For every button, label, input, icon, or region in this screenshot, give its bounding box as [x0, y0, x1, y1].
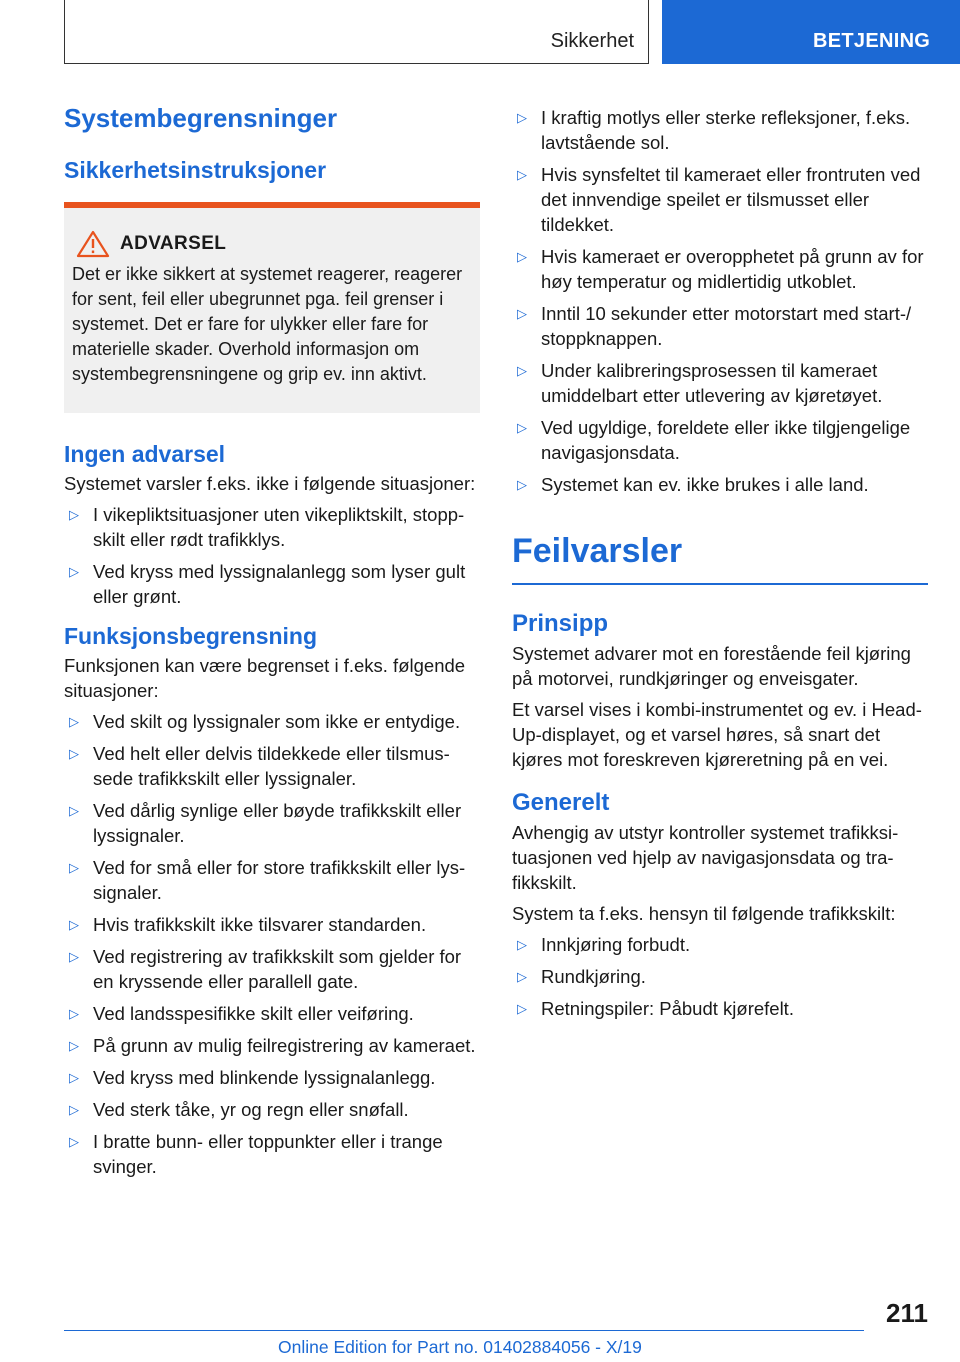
list-item — [512, 301, 928, 351]
list-item-text: Ved skilt og lyssignaler som ikke er entydige. — [93, 711, 461, 732]
triangle-bullet-icon: ▷ — [517, 1001, 527, 1016]
list-item-text: Ved dårlig synlige eller bøyde trafikkskilt eller lyssignaler. — [93, 800, 462, 846]
triangle-bullet-icon: ▷ — [69, 1070, 79, 1085]
list-item-text: Hvis synsfeltet til kameraet eller frontruten ved det innvendige speilet er tilsmusset eller tildekket. — [541, 164, 921, 235]
header-chapter-tab — [662, 0, 960, 64]
list-item — [64, 741, 480, 791]
principle-paragraph-2: Et varsel vises i kombi-instrumentet og ev. i Head-Up-displayet, og et varsel høres, så snart det kjøres mot foreskreven kjøreretning på en vei. — [512, 699, 922, 770]
triangle-bullet-icon: ▷ — [517, 110, 527, 125]
warning-text: Det er ikke sikkert at systemet reagerer, reagerer for sent, feil eller ubegrunnet pga. feil grenser i systemet. Det er fare for ulykker eller fare for materielle skader. Overhold informasjon om systembegrensningene og grip ev. inn aktivt. — [72, 264, 463, 384]
limits-list — [64, 709, 480, 1179]
warning-box — [64, 202, 480, 413]
triangle-bullet-icon: ▷ — [69, 860, 79, 875]
list-item — [64, 1033, 480, 1058]
list-item — [512, 244, 928, 294]
triangle-bullet-icon: ▷ — [517, 363, 527, 378]
list-item — [64, 502, 480, 552]
section-subtitle: Sikkerhetsinstruksjoner — [64, 157, 327, 183]
triangle-bullet-icon: ▷ — [517, 167, 527, 182]
limits-list-continued — [512, 105, 928, 497]
list-item-text: Ved landsspesifikke skilt eller veiføring. — [93, 1003, 414, 1024]
triangle-bullet-icon: ▷ — [69, 564, 79, 579]
triangle-bullet-icon: ▷ — [69, 803, 79, 818]
header-section-label: Sikkerhet — [550, 30, 634, 52]
header-section-tab — [64, 0, 649, 64]
principle-paragraph-1: Systemet advarer mot en forestående feil kjøring på motorvei, rundkjøringer og enveisgater. — [512, 643, 911, 689]
chapter-divider — [512, 583, 928, 585]
warning-title: ADVARSEL — [120, 233, 227, 254]
list-item — [64, 559, 480, 609]
list-item-text: Ved kryss med lyssignalanlegg som lyser gult eller grønt. — [93, 561, 466, 607]
list-item — [64, 709, 480, 734]
triangle-bullet-icon: ▷ — [517, 306, 527, 321]
limits-heading: Funksjonsbegrensning — [64, 623, 318, 649]
general-heading: Generelt — [512, 789, 610, 816]
no-warning-intro: Systemet varsler f.eks. ikke i følgende situasjoner: — [64, 473, 476, 494]
list-item — [512, 162, 928, 237]
no-warning-list — [64, 502, 480, 609]
list-item — [512, 105, 928, 155]
triangle-bullet-icon: ▷ — [69, 714, 79, 729]
list-item-text: I bratte bunn- eller toppunkter eller i trange svinger. — [93, 1131, 443, 1177]
list-item-text: Ved registrering av trafikkskilt som gjelder for en kryssende eller parallell gate. — [93, 946, 462, 992]
limits-intro: Funksjonen kan være begrenset i f.eks. følgende situasjoner: — [64, 655, 466, 701]
triangle-bullet-icon: ▷ — [69, 507, 79, 522]
list-item-text: I kraftig motlys eller sterke refleksjoner, f.eks. lavtstående sol. — [541, 107, 911, 153]
list-item — [64, 944, 480, 994]
warning-icon — [76, 230, 110, 258]
triangle-bullet-icon: ▷ — [69, 1102, 79, 1117]
footer-divider — [64, 1330, 864, 1331]
triangle-bullet-icon: ▷ — [517, 249, 527, 264]
list-item — [64, 1065, 480, 1090]
list-item — [512, 472, 928, 497]
chapter-title: Feilvarsler — [512, 532, 683, 570]
list-item — [512, 964, 928, 989]
general-paragraph-1: Avhengig av utstyr kontroller systemet trafikksituasjonen ved hjelp av navigasjonsdata og trafikkskilt. — [512, 822, 899, 893]
list-item — [512, 358, 928, 408]
list-item-text: Innkjøring forbudt. — [541, 934, 691, 955]
triangle-bullet-icon: ▷ — [69, 949, 79, 964]
triangle-bullet-icon: ▷ — [69, 1038, 79, 1053]
list-item — [64, 1097, 480, 1122]
list-item-text: I vikepliktsituasjoner uten vikepliktskilt, stoppskilt eller rødt trafikklys. — [93, 504, 465, 550]
triangle-bullet-icon: ▷ — [517, 477, 527, 492]
list-item-text: Ved kryss med blinkende lyssignalanlegg. — [93, 1067, 436, 1088]
footer-edition-text: Online Edition for Part no. 01402884056 - X/19 — [278, 1337, 642, 1357]
triangle-bullet-icon: ▷ — [517, 969, 527, 984]
warning-header — [72, 230, 472, 258]
traffic-sign-list — [512, 932, 928, 1021]
triangle-bullet-icon: ▷ — [517, 937, 527, 952]
section-title: Systembegrensninger — [64, 103, 338, 133]
triangle-bullet-icon: ▷ — [69, 1006, 79, 1021]
page-number: 211 — [886, 1298, 928, 1328]
list-item — [512, 996, 928, 1021]
list-item-text: Hvis trafikkskilt ikke tilsvarer standarden. — [93, 914, 427, 935]
triangle-bullet-icon: ▷ — [69, 1134, 79, 1149]
list-item — [512, 932, 928, 957]
principle-heading: Prinsipp — [512, 610, 609, 637]
general-paragraph-2: System ta f.eks. hensyn til følgende trafikkskilt: — [512, 903, 896, 924]
list-item — [64, 855, 480, 905]
list-item-text: Ved ugyldige, foreldete eller ikke tilgjengelige navigasjonsdata. — [541, 417, 911, 463]
list-item-text: På grunn av mulig feilregistrering av kameraet. — [93, 1035, 476, 1056]
list-item-text: Ved sterk tåke, yr og regn eller snøfall. — [93, 1099, 409, 1120]
left-column — [64, 100, 480, 1186]
list-item — [64, 912, 480, 937]
list-item-text: Systemet kan ev. ikke brukes i alle land. — [541, 474, 869, 495]
list-item — [64, 1001, 480, 1026]
list-item — [512, 415, 928, 465]
no-warning-heading: Ingen advarsel — [64, 441, 226, 467]
list-item — [64, 1129, 480, 1179]
list-item-text: Under kalibreringsprosessen til kameraet umiddelbart etter utlevering av kjøretøyet. — [541, 360, 883, 406]
triangle-bullet-icon: ▷ — [69, 917, 79, 932]
list-item-text: Retningspiler: Påbudt kjørefelt. — [541, 998, 794, 1019]
triangle-bullet-icon: ▷ — [69, 746, 79, 761]
list-item-text: Rundkjøring. — [541, 966, 646, 987]
header-chapter-label: BETJENING — [813, 30, 931, 52]
list-item-text: Ved helt eller delvis tildekkede eller tilsmussede trafikkskilt eller lyssignaler. — [93, 743, 450, 789]
triangle-bullet-icon: ▷ — [517, 420, 527, 435]
right-column — [512, 100, 928, 1028]
list-item-text: Inntil 10 sekunder etter motorstart med start-/ stoppknappen. — [541, 303, 912, 349]
list-item-text: Ved for små eller for store trafikkskilt eller lyssignaler. — [93, 857, 466, 903]
list-item — [64, 798, 480, 848]
list-item-text: Hvis kameraet er overopphetet på grunn av for høy temperatur og midlertidig utkoblet. — [541, 246, 924, 292]
